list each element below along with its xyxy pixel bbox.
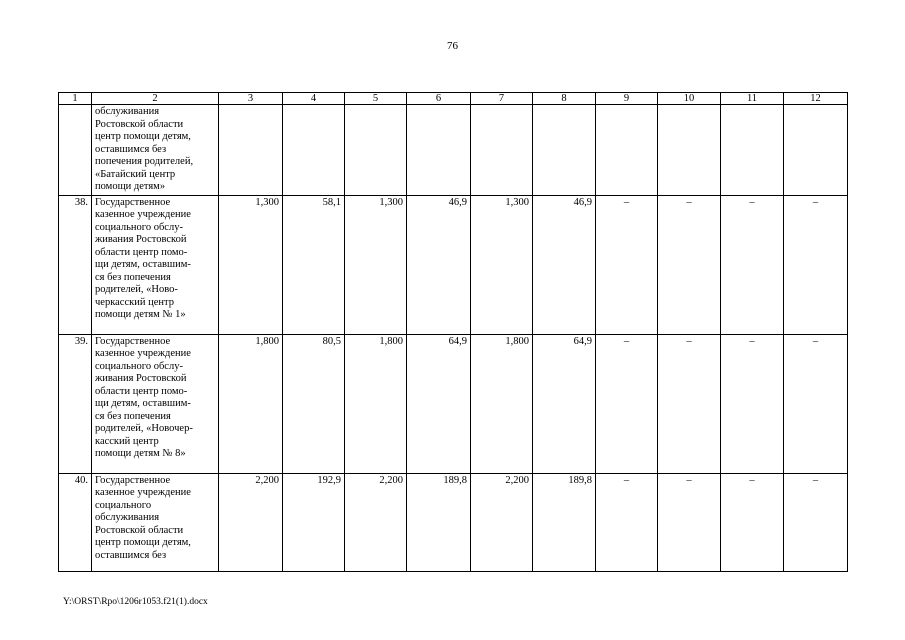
institution-name-line: живания Ростовской (95, 373, 187, 384)
value-cell: – (658, 334, 721, 473)
value-cell: – (721, 334, 784, 473)
file-path-footer: Y:\ORST\Rpo\1206r1053.f21(1).docx (63, 597, 208, 607)
institution-name-line: оставшимся без (95, 143, 167, 155)
institution-name-line: социального обслу- (95, 360, 183, 372)
institution-name-line: казенное учреждение (95, 209, 191, 220)
value-cell (721, 105, 784, 196)
row-number (59, 105, 92, 196)
institution-name-line: обслуживания (95, 106, 160, 117)
institution-name-line: ся без попечения (95, 410, 171, 422)
column-number-row (59, 93, 848, 105)
column-header: 5 (345, 93, 407, 105)
institution-name (92, 473, 219, 571)
value-cell: 189,8 (533, 473, 596, 571)
value-cell (407, 105, 471, 196)
institution-name-line: черкасский центр (95, 296, 174, 308)
institution-name-line: помощи детям № 1» (95, 309, 186, 320)
value-cell: 2,200 (345, 473, 407, 571)
value-cell: – (784, 195, 848, 334)
column-header: 10 (658, 93, 721, 105)
institution-name-line: щи детям, оставшим- (95, 398, 191, 409)
institution-name-line: щи детям, оставшим- (95, 259, 191, 270)
value-cell: – (658, 473, 721, 571)
institution-name-line: помощи детям № 8» (95, 448, 186, 459)
value-cell: – (596, 473, 658, 571)
value-cell (283, 105, 345, 196)
institution-name-line: социального обслу- (95, 221, 183, 233)
institution-name-line: Государственное (95, 196, 171, 208)
value-cell: – (784, 473, 848, 571)
value-cell (219, 105, 283, 196)
institution-name-line: оставшимся без (95, 549, 167, 561)
column-header: 1 (59, 93, 92, 105)
column-header: 4 (283, 93, 345, 105)
value-cell: 58,1 (283, 195, 345, 334)
table-row (59, 105, 848, 196)
value-cell: 46,9 (533, 195, 596, 334)
value-cell (533, 105, 596, 196)
value-cell: 1,800 (219, 334, 283, 473)
value-cell: – (658, 195, 721, 334)
institution-name-line: «Батайский центр (95, 168, 176, 180)
row-number: 38. (59, 195, 92, 334)
institution-name-line: центр помощи детям, (95, 537, 191, 548)
value-cell (471, 105, 533, 196)
table-row (59, 195, 848, 334)
institution-name-line: Ростовской области (95, 524, 184, 536)
value-cell (658, 105, 721, 196)
institution-name-line: родителей, «Ново- (95, 284, 178, 295)
institution-name-line: обслуживания (95, 512, 160, 523)
institution-name-line: попечения родителей, (95, 156, 194, 167)
institution-name-line: социального (95, 499, 152, 511)
institution-name-line: Ростовской области (95, 118, 184, 130)
row-number: 40. (59, 473, 92, 571)
institution-name-line: ся без попечения (95, 271, 171, 283)
value-cell: 1,300 (345, 195, 407, 334)
column-header: 6 (407, 93, 471, 105)
institution-name (92, 334, 219, 473)
value-cell: 189,8 (407, 473, 471, 571)
value-cell: 80,5 (283, 334, 345, 473)
institution-name-line: области центр помо- (95, 385, 188, 397)
column-header: 9 (596, 93, 658, 105)
column-header: 2 (92, 93, 219, 105)
value-cell: 2,200 (219, 473, 283, 571)
column-header: 8 (533, 93, 596, 105)
value-cell (784, 105, 848, 196)
institution-name (92, 105, 219, 196)
value-cell: 192,9 (283, 473, 345, 571)
institution-name-line: Государственное (95, 335, 171, 347)
institution-name-line: области центр помо- (95, 246, 188, 258)
value-cell: 46,9 (407, 195, 471, 334)
table-row (59, 334, 848, 473)
value-cell (596, 105, 658, 196)
value-cell: 1,800 (345, 334, 407, 473)
column-header: 12 (784, 93, 848, 105)
value-cell: – (596, 195, 658, 334)
column-header: 3 (219, 93, 283, 105)
value-cell: 1,300 (219, 195, 283, 334)
value-cell: – (721, 473, 784, 571)
column-header: 7 (471, 93, 533, 105)
value-cell: 2,200 (471, 473, 533, 571)
page-number: 76 (447, 40, 458, 52)
value-cell: – (596, 334, 658, 473)
institution-name-line: касский центр (95, 435, 159, 447)
institution-name-line: казенное учреждение (95, 487, 191, 498)
institution-name-line: живания Ростовской (95, 234, 187, 245)
value-cell (345, 105, 407, 196)
institution-name-line: родителей, «Новочер- (95, 423, 193, 434)
value-cell: – (784, 334, 848, 473)
institution-name (92, 195, 219, 334)
value-cell: 1,800 (471, 334, 533, 473)
institution-name-line: Государственное (95, 474, 171, 486)
value-cell: – (721, 195, 784, 334)
column-header: 11 (721, 93, 784, 105)
data-table (58, 92, 848, 572)
institution-name-line: казенное учреждение (95, 348, 191, 359)
value-cell: 64,9 (407, 334, 471, 473)
institution-name-line: помощи детям» (95, 181, 166, 192)
table-row (59, 473, 848, 571)
institution-name-line: центр помощи детям, (95, 131, 191, 142)
row-number: 39. (59, 334, 92, 473)
value-cell: 1,300 (471, 195, 533, 334)
value-cell: 64,9 (533, 334, 596, 473)
